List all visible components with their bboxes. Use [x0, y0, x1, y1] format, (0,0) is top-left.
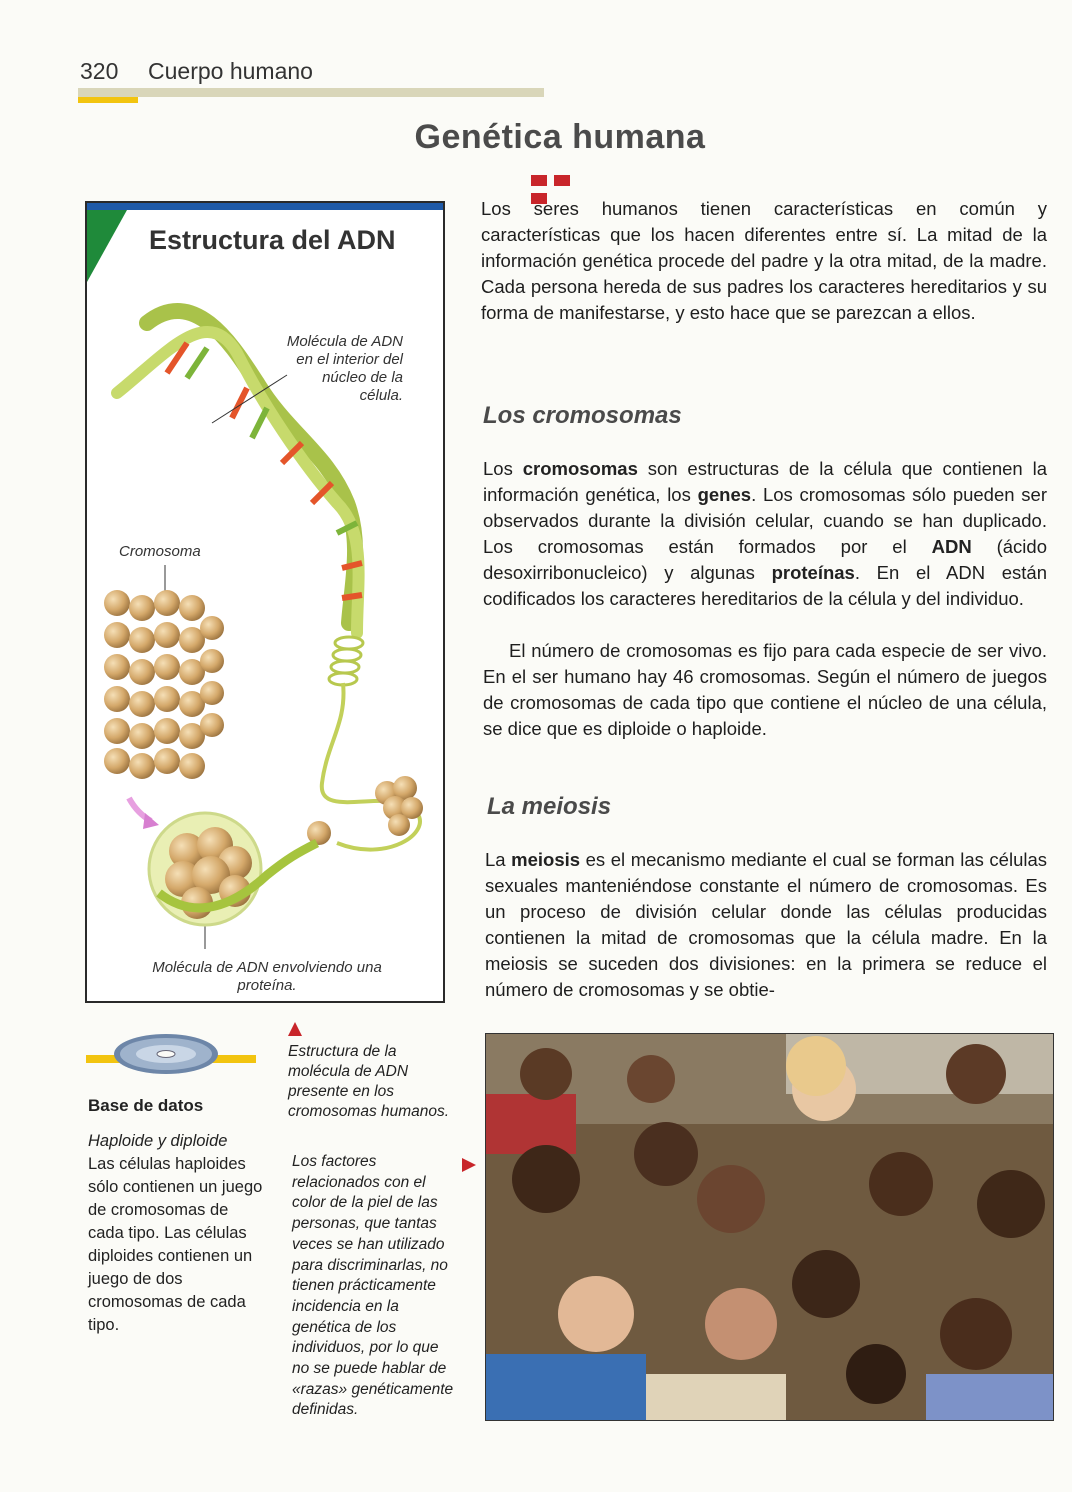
paragraph-cromosomas-2: El número de cromosomas es fijo para cada especie de ser vivo. En el ser humano hay 46 cromosomas. Según el número de juegos de cromosomas de cada tipo que contiene el núcleo de una célula, se dice que es diploide o haploide.: [483, 640, 1047, 739]
section-name: Cuerpo humano: [148, 58, 313, 84]
caption-skin-color: Los factores relacionados con el color de la piel de las personas, que tantas veces se han utilizado para discriminarlas, no tienen prácticamente incidencia en la genética de los individuos, por lo que no se puede hablar de «razas» genéticamente definidas.: [292, 1153, 454, 1419]
database-title: Base de datos: [88, 1096, 204, 1115]
paragraph-cromosomas-1: Los cromosomas son estructuras de la célula que contienen la información genética, los genes. Los cromosomas sólo pueden ser observados durante la división celular, cuando se han duplicado. Los cromosomas están formados por el ADN (ácido desoxirribonucleico) y algunas proteínas. En el ADN están codificados los caracteres hereditarios de la célula y del individuo.: [483, 458, 1047, 609]
dna-structure-panel: [85, 201, 445, 1003]
label-dna-molecule: Molécula de ADN en el interior del núcleo de la célula.: [286, 333, 403, 404]
header-rule: [78, 88, 544, 97]
title-ornament: [531, 173, 597, 185]
heading-meiosis: La meiosis: [487, 793, 612, 820]
dna-illustration: [87, 203, 443, 1001]
caption-right-arrow-icon: [462, 1158, 476, 1172]
database-body: [88, 1130, 268, 1337]
database-subtitle: Haploide y diploide: [88, 1132, 228, 1150]
cd-icon: [86, 1030, 256, 1086]
caption-up-arrow-icon: [288, 1022, 302, 1036]
page-title: Genética humana: [414, 118, 706, 156]
heading-cromosomas: Los cromosomas: [483, 402, 682, 429]
children-photo: [485, 1033, 1054, 1421]
label-dna-wrapping-protein: Molécula de ADN envolviendo una proteína.: [152, 959, 382, 994]
intro-paragraph: Los seres humanos tienen características en común y características que los hacen diferentes entre sí. La mitad de la información genética procede del padre y la otra mitad, de la madre. Cada persona hereda de sus padres los caracteres hereditarios y su forma de manifestarse, y esto hace que se parezcan a ellos.: [481, 198, 1047, 323]
paragraph-meiosis: La meiosis es el mecanismo mediante el cual se forman las células sexuales manteniéndose constante el número de cromosomas. Es un proceso de división celular donde las células producidas contienen la mitad de cromosomas que la célula madre. En la meiosis se suceden dos divisiones: en la primera se reduce el número de cromosomas y se obtie-: [485, 849, 1048, 1000]
panel-title: Estructura del ADN: [149, 225, 396, 255]
database-text: Las células haploides sólo contienen un juego de cromosomas de cada tipo. Las células diploides contienen un juego de dos cromosomas de cada tipo.: [88, 1155, 263, 1334]
page-number: 320: [80, 58, 119, 84]
caption-dna-structure: Estructura de la molécula de ADN presente en los cromosomas humanos.: [288, 1043, 450, 1120]
label-chromosome: Cromosoma: [119, 543, 201, 560]
header-accent: [78, 97, 138, 103]
children-photo-illustration: [486, 1034, 1053, 1420]
